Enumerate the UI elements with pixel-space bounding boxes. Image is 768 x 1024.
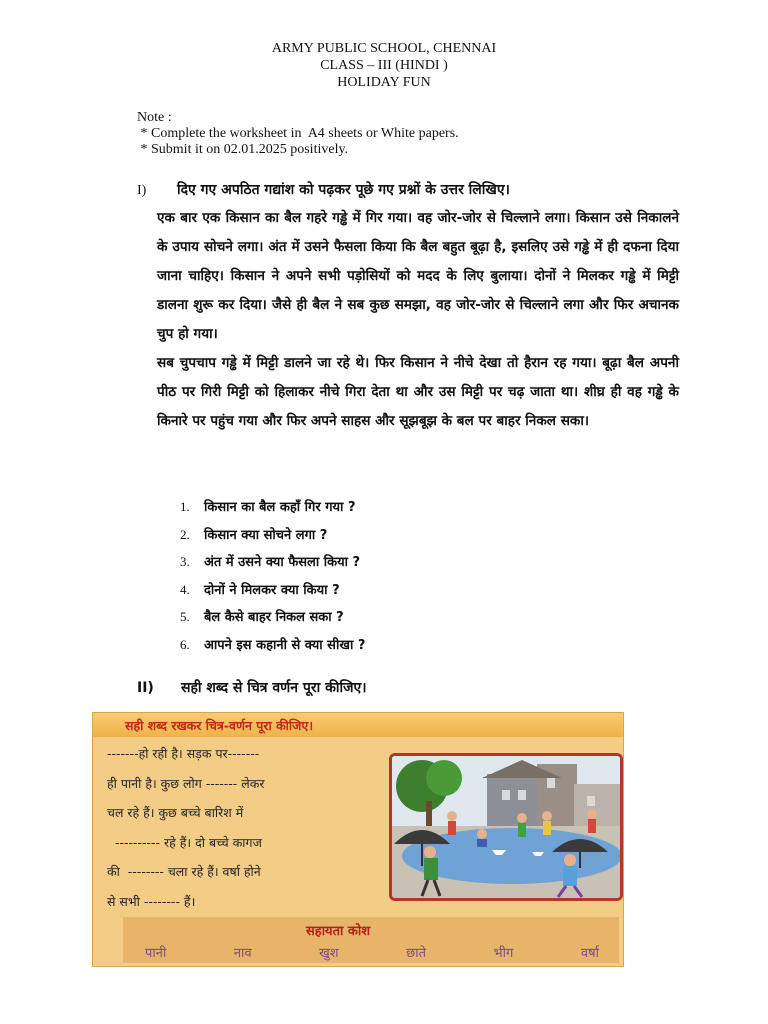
worksheet-header — [0, 40, 768, 91]
question-number: 1. — [180, 499, 190, 514]
fill-line: से सभी -------- हैं। — [107, 893, 196, 909]
note-label: Note : — [137, 110, 172, 125]
question-item — [180, 580, 365, 608]
picture-description-panel — [92, 712, 624, 967]
fill-line: की -------- चला रहे हैं। वर्षा होने — [107, 864, 261, 879]
fill-in-blanks-text — [107, 739, 392, 916]
question-item — [180, 552, 365, 580]
question-number: 2. — [180, 526, 190, 542]
question-number: 3. — [180, 554, 190, 569]
question-item — [180, 635, 365, 663]
section-title: दिए गए अपठित गद्यांश को पढ़कर पूछे गए प्रश्नों के उत्तर लिखिए। — [177, 182, 510, 198]
note-block — [137, 110, 459, 158]
question-text: किसान का बैल कहाँ गिर गया ? — [204, 500, 356, 515]
fill-line: ही पानी है। कुछ लोग ------- लेकर — [107, 775, 265, 791]
question-number: 6. — [180, 636, 190, 652]
word-help-box — [123, 917, 619, 963]
question-item — [180, 607, 365, 635]
word-help-list — [145, 943, 599, 961]
comprehension-passage — [157, 204, 679, 436]
rain-scene-drawing — [392, 756, 620, 898]
rain-scene-illustration — [389, 753, 623, 901]
note-item: * Complete the worksheet in A4 sheets or White papers. — [137, 126, 459, 141]
passage-paragraph: सब चुपचाप गड्ढे में मिट्टी डालने जा रहे थे। फिर किसान ने नीचे देखा तो हैरान रह गया। बूढ़ा बैल अपनी पीठ पर गिरी मिट्टी को हिलाकर नीचे गिरा देता था और उस मिट्टी पर चढ़ जाता था। शीघ्र ही वह गड्ढे के किनारे पर पहुंच गया और फिर अपने साहस और सूझबूझ के बल पर बाहर निकल सका। — [157, 355, 679, 429]
question-text: बैल कैसे बाहर निकल सका ? — [204, 610, 344, 625]
section-title: सही शब्द से चित्र वर्णन पूरा कीजिए। — [181, 680, 367, 696]
section-number: II) — [137, 680, 154, 696]
question-text: अंत में उसने क्या फैसला किया ? — [204, 555, 361, 570]
question-number: 4. — [180, 581, 190, 597]
word-option: वर्षा — [580, 946, 599, 961]
question-text: आपने इस कहानी से क्या सीखा ? — [204, 637, 366, 653]
panel-title: सही शब्द रखकर चित्र-वर्णन पूरा कीजिए। — [125, 718, 314, 733]
class-subject: CLASS – III (HINDI ) — [320, 58, 448, 73]
word-option: नाव — [233, 946, 252, 961]
word-option: छाते — [406, 946, 427, 961]
word-option: भीग — [493, 946, 514, 961]
school-name: ARMY PUBLIC SCHOOL, CHENNAI — [271, 41, 497, 56]
fill-line: चल रहे हैं। कुछ बच्चे बारिश में — [107, 805, 244, 820]
question-number: 5. — [180, 609, 190, 624]
section-1-heading — [137, 180, 510, 199]
panel-title-bar — [93, 713, 623, 737]
question-item — [180, 525, 365, 553]
fill-line: ---------- रहे हैं। दो बच्चे कागज — [107, 834, 262, 850]
passage-paragraph: एक बार एक किसान का बैल गहरे गड्ढे में गिर गया। वह जोर-जोर से चिल्लाने लगा। किसान उसे निकालने के उपाय सोचने लगा। अंत में उसने फैसला किया कि बैल बहुत बूढ़ा है, इसलिए उसे गड्ढे में ही दफना दिया जाना चाहिए। किसान ने अपने सभी पड़ोसियों को मदद के लिए बुलाया। दोनों ने मिलकर गड्ढे में मिट्टी डालना शुरू कर दिया। जैसे ही बैल ने सब कुछ समझा, वह जोर-जोर से चिल्लाने लगा और फिर अचानक चुप हो गया। — [157, 210, 679, 342]
section-number: I) — [137, 183, 147, 198]
section-2-heading — [137, 678, 367, 697]
question-list — [180, 497, 365, 662]
question-text: दोनों ने मिलकर क्या किया ? — [204, 582, 340, 598]
word-help-title: सहायता कोश — [306, 924, 371, 939]
note-item: * Submit it on 02.01.2025 positively. — [137, 142, 349, 157]
question-item — [180, 497, 365, 525]
worksheet-title: HOLIDAY FUN — [337, 75, 431, 90]
question-text: किसान क्या सोचने लगा ? — [204, 527, 328, 543]
word-option: खुश — [319, 946, 339, 961]
word-option: पानी — [145, 946, 167, 961]
fill-line: -------हो रही है। सड़क पर------- — [107, 746, 260, 761]
